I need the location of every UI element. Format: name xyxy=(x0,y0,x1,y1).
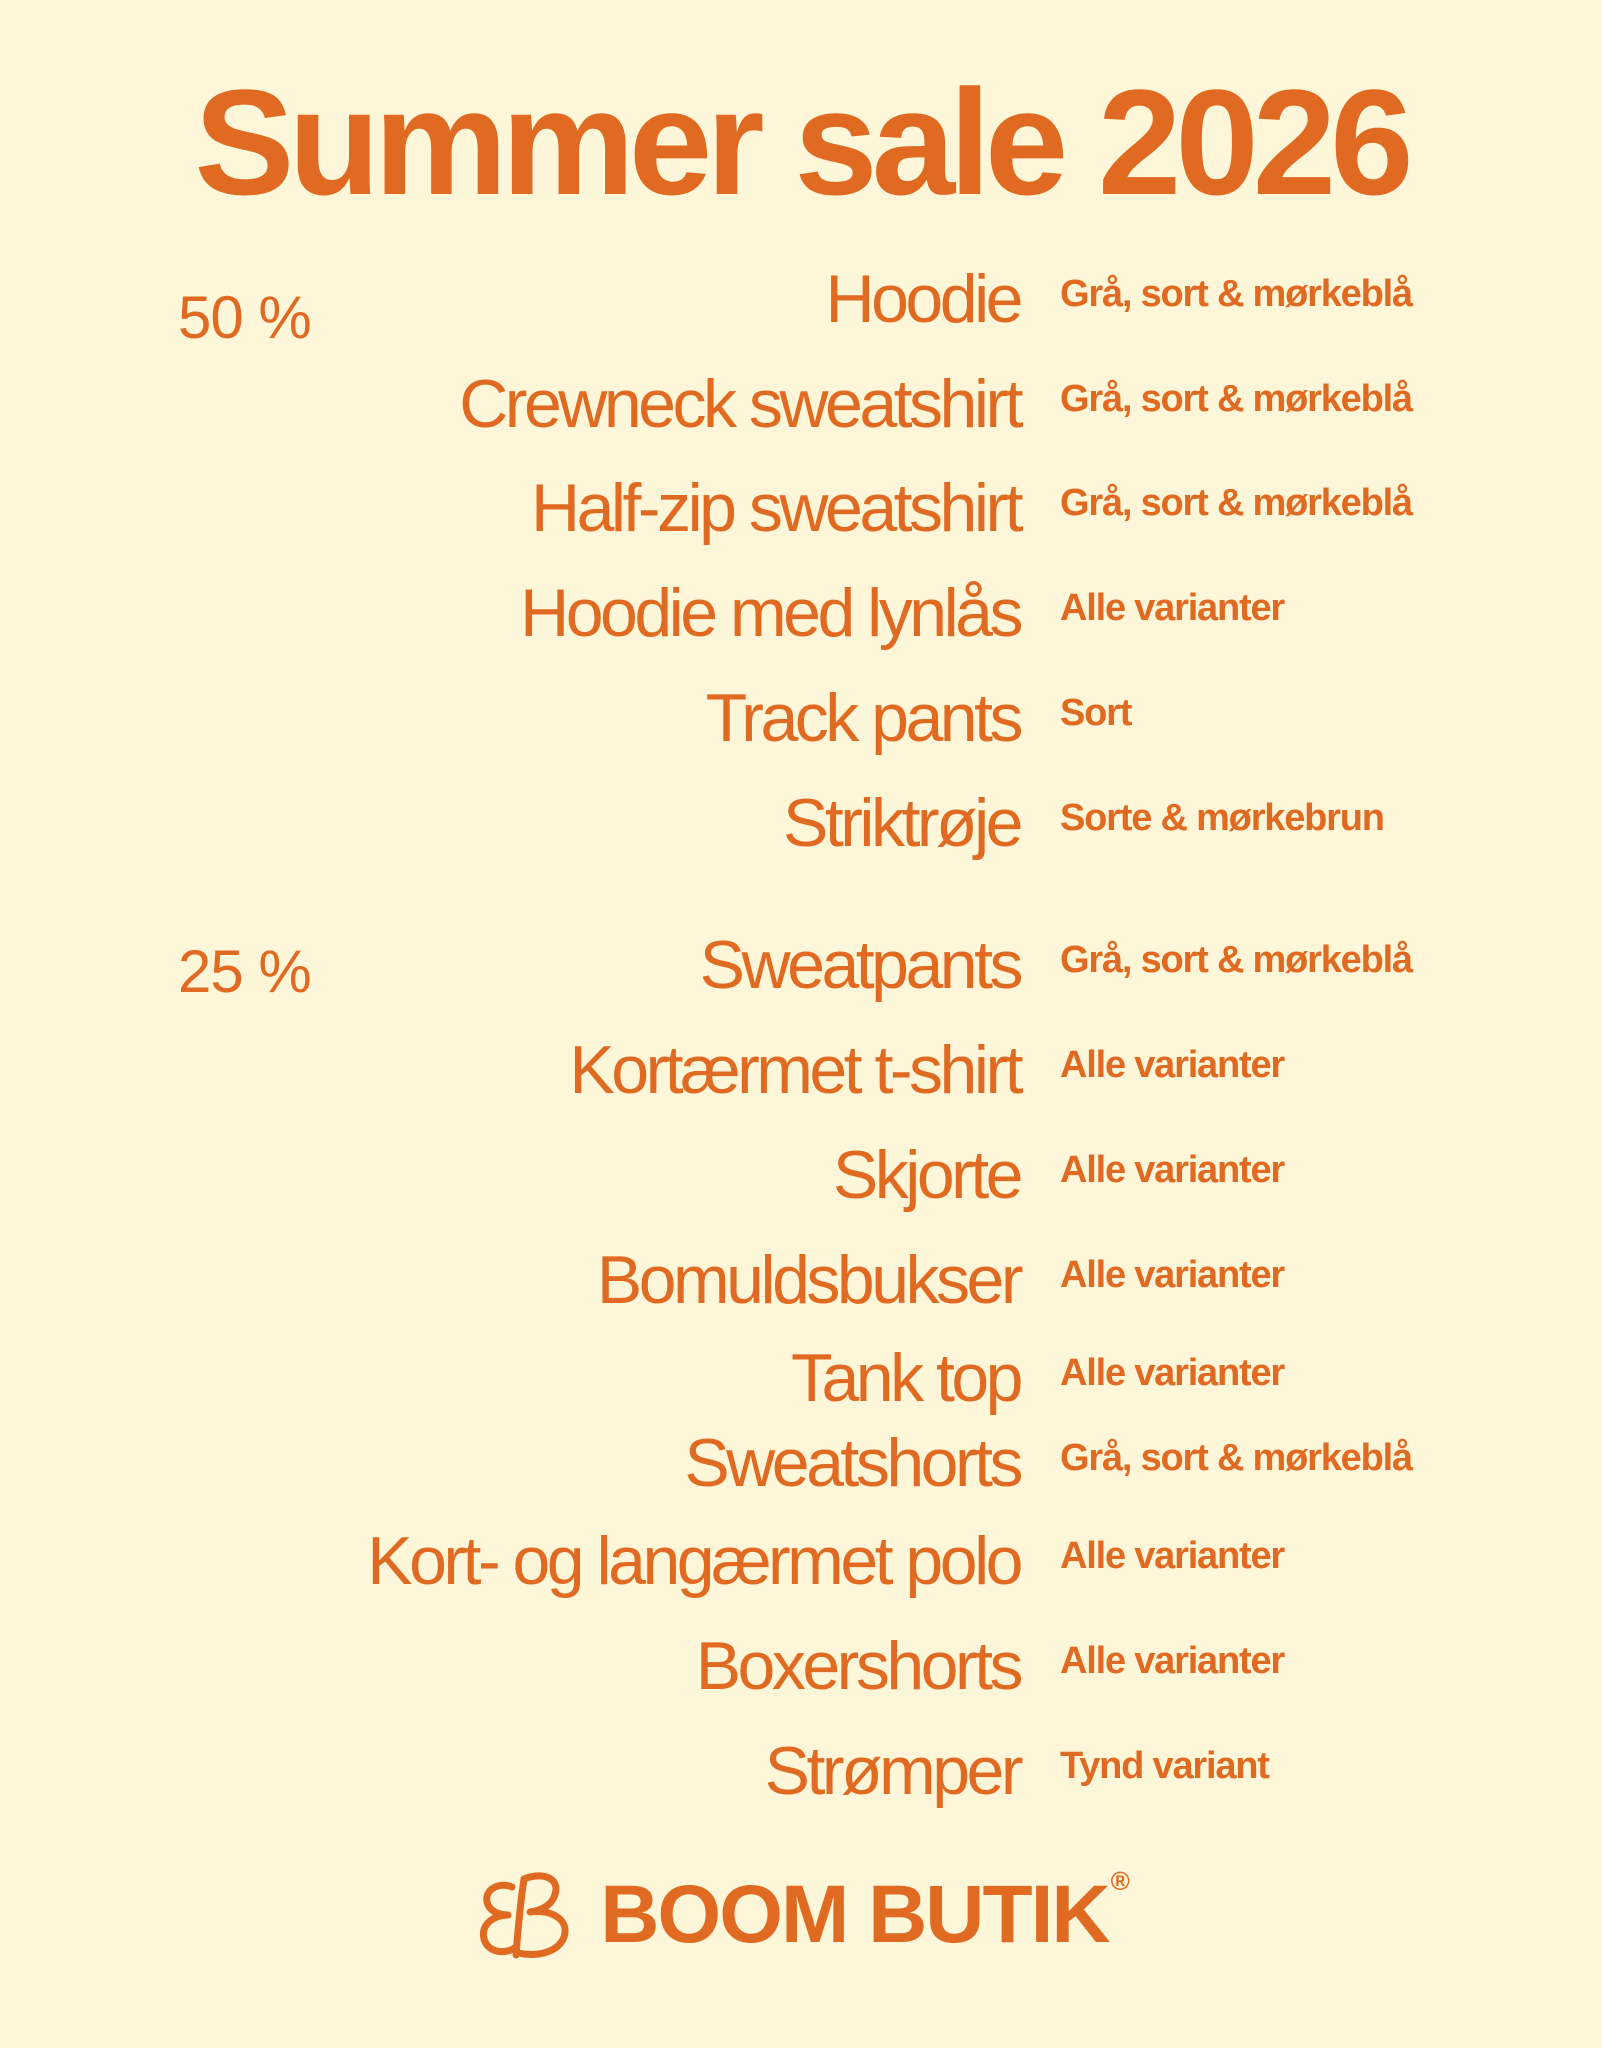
page-title: Summer sale 2026 xyxy=(194,58,1408,226)
item-name: Crewneck sweatshirt xyxy=(459,366,1020,442)
item-variant: Alle varianter xyxy=(1060,587,1284,629)
item-variant: Tynd variant xyxy=(1060,1745,1269,1787)
item-variant: Alle varianter xyxy=(1060,1352,1284,1394)
brand-name: BOOM BUTIK xyxy=(600,1869,1109,1960)
brand-logo xyxy=(0,1860,1602,1970)
item-name: Kort- og langærmet polo xyxy=(367,1523,1020,1599)
list-item xyxy=(0,1235,1602,1325)
item-variant: Alle varianter xyxy=(1060,1535,1284,1577)
list-item xyxy=(0,254,1602,344)
discount-label-50: 50 % xyxy=(178,284,311,351)
list-item xyxy=(0,778,1602,868)
item-variant: Grå, sort & mørkeblå xyxy=(1060,273,1412,315)
item-name: Half-zip sweatshirt xyxy=(531,470,1020,546)
eb-monogram-icon xyxy=(472,1865,582,1965)
list-item xyxy=(0,1621,1602,1711)
list-item xyxy=(0,1418,1602,1508)
item-name: Strømper xyxy=(764,1733,1020,1809)
item-variant: Grå, sort & mørkeblå xyxy=(1060,378,1412,420)
list-item xyxy=(0,568,1602,658)
discount-label-25: 25 % xyxy=(178,938,311,1005)
list-item xyxy=(0,1516,1602,1606)
item-variant: Alle varianter xyxy=(1060,1044,1284,1086)
item-name: Kortærmet t-shirt xyxy=(569,1032,1020,1108)
registered-mark: ® xyxy=(1110,1866,1130,1896)
item-name: Track pants xyxy=(705,680,1020,756)
list-item xyxy=(0,1130,1602,1220)
item-name: Sweatpants xyxy=(699,927,1020,1003)
item-name: Striktrøje xyxy=(783,785,1020,861)
item-variant: Alle varianter xyxy=(1060,1149,1284,1191)
list-item xyxy=(0,359,1602,449)
item-name: Boxershorts xyxy=(695,1628,1020,1704)
item-variant: Alle varianter xyxy=(1060,1640,1284,1682)
item-variant: Grå, sort & mørkeblå xyxy=(1060,939,1412,981)
item-name: Skjorte xyxy=(832,1137,1020,1213)
list-item xyxy=(0,1726,1602,1816)
item-variant: Sort xyxy=(1060,692,1132,734)
item-name: Sweatshorts xyxy=(684,1425,1020,1501)
item-name: Bomuldsbukser xyxy=(596,1242,1020,1318)
list-item xyxy=(0,920,1602,1010)
item-name: Hoodie med lynlås xyxy=(520,575,1020,651)
item-name: Hoodie xyxy=(825,261,1020,337)
item-variant: Sorte & mørkebrun xyxy=(1060,797,1384,839)
list-item xyxy=(0,673,1602,763)
item-name: Tank top xyxy=(790,1340,1020,1416)
list-item xyxy=(0,463,1602,553)
list-item xyxy=(0,1025,1602,1115)
item-variant: Alle varianter xyxy=(1060,1254,1284,1296)
item-variant: Grå, sort & mørkeblå xyxy=(1060,1437,1412,1479)
item-variant: Grå, sort & mørkeblå xyxy=(1060,482,1412,524)
list-item xyxy=(0,1333,1602,1423)
